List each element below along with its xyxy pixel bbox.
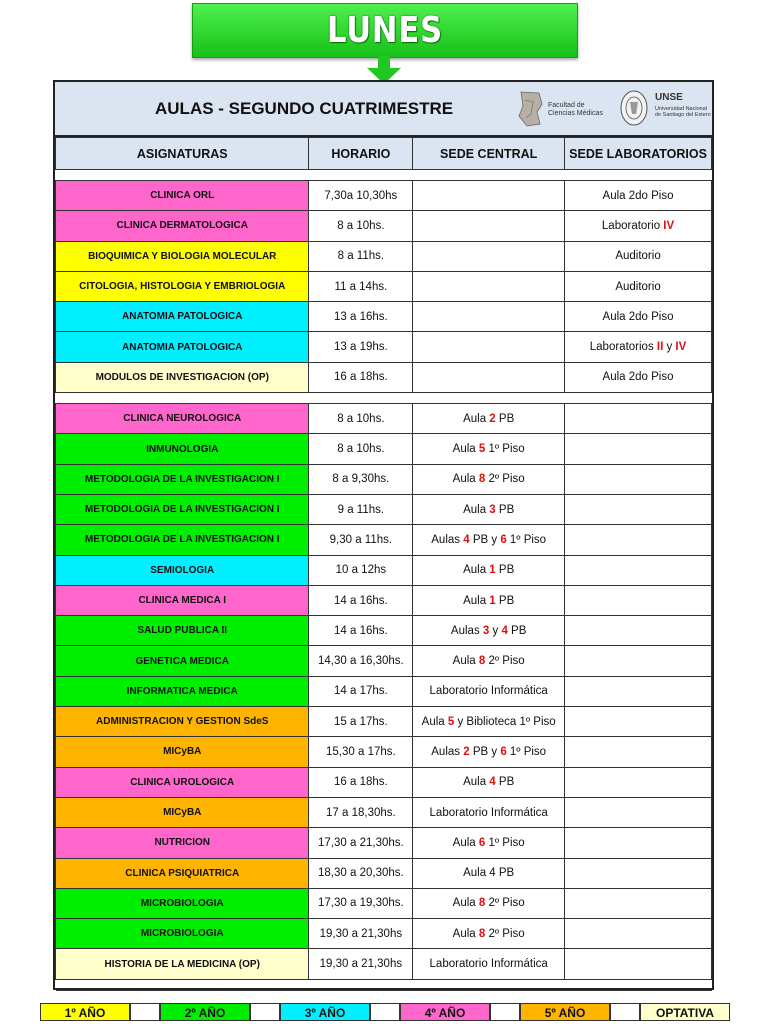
room-number: 8 <box>478 927 486 940</box>
lab-cell <box>565 181 712 211</box>
central-cell <box>413 332 565 362</box>
time-cell: 15,30 a 17hs. <box>309 737 413 767</box>
day-banner <box>192 3 578 58</box>
location-text: Aula <box>463 564 490 577</box>
lab-cell <box>565 616 712 646</box>
lab-cell <box>565 525 712 555</box>
central-cell <box>413 241 565 271</box>
table-row <box>56 919 712 949</box>
time-cell: 9,30 a 11hs. <box>309 525 413 555</box>
lab-cell <box>565 707 712 737</box>
subject-cell: CLINICA ORL <box>56 181 309 211</box>
location-text: Aula <box>463 776 490 789</box>
spacer-cell <box>309 170 413 181</box>
location-text: Aula 2do Piso <box>602 310 674 323</box>
spacer-cell <box>309 393 413 404</box>
subject-cell: CLINICA DERMATOLOGICA <box>56 211 309 241</box>
location-text: Aula <box>463 594 490 607</box>
central-cell <box>413 616 565 646</box>
legend-item: 2º AÑO <box>160 1003 250 1021</box>
subject-cell: ADMINISTRACION Y GESTION SdeS <box>56 707 309 737</box>
subject-cell: INMUNOLOGIA <box>56 434 309 464</box>
time-cell: 17,30 a 19,30hs. <box>309 888 413 918</box>
subject-cell: MICyBA <box>56 797 309 827</box>
lab-cell <box>565 949 712 979</box>
time-cell: 8 a 10hs. <box>309 211 413 241</box>
table-header-row <box>56 138 712 170</box>
location-text: Aula <box>463 503 490 516</box>
central-cell <box>413 464 565 494</box>
location-text: Aula <box>452 927 479 940</box>
central-cell <box>413 271 565 301</box>
table-row <box>56 646 712 676</box>
central-cell <box>413 494 565 524</box>
location-text: PB <box>495 503 515 516</box>
spacer-cell <box>309 979 413 990</box>
location-text: 1º Piso <box>485 443 525 456</box>
room-number: 6 <box>500 533 507 546</box>
university-logo <box>619 88 714 130</box>
legend-gap <box>610 1003 640 1021</box>
title-bar <box>55 82 712 137</box>
subject-cell: CITOLOGIA, HISTOLOGIA Y EMBRIOLOGIA <box>56 271 309 301</box>
time-cell: 17,30 a 21,30hs. <box>309 828 413 858</box>
spacer-cell <box>413 170 565 181</box>
location-text: y Biblioteca 1º Piso <box>454 715 556 728</box>
subject-cell: MICyBA <box>56 737 309 767</box>
lab-cell <box>565 919 712 949</box>
location-text: PB <box>495 594 515 607</box>
lab-cell <box>565 585 712 615</box>
table-row <box>56 888 712 918</box>
time-cell: 11 a 14hs. <box>309 271 413 301</box>
time-cell: 14 a 17hs. <box>309 676 413 706</box>
central-cell <box>413 797 565 827</box>
table-row <box>56 181 712 211</box>
legend-item: 3º AÑO <box>280 1003 370 1021</box>
schedule-sheet <box>53 80 714 990</box>
room-number: IV <box>663 219 675 232</box>
column-header: HORARIO <box>309 138 413 170</box>
location-text: PB y <box>469 745 501 758</box>
table-row <box>56 464 712 494</box>
spacer-row <box>56 170 712 181</box>
subject-cell: METODOLOGIA DE LA INVESTIGACION I <box>56 525 309 555</box>
subject-cell: CLINICA MEDICA I <box>56 585 309 615</box>
university-logo-title: UNSE <box>655 92 683 103</box>
subject-cell: INFORMATICA MEDICA <box>56 676 309 706</box>
central-cell <box>413 181 565 211</box>
map-icon <box>515 90 545 128</box>
location-text: Aula 2do Piso <box>602 189 674 202</box>
table-row <box>56 211 712 241</box>
central-cell <box>413 919 565 949</box>
time-cell: 9 a 11hs. <box>309 494 413 524</box>
time-cell: 18,30 a 20,30hs. <box>309 858 413 888</box>
lab-cell <box>565 271 712 301</box>
central-cell <box>413 434 565 464</box>
location-text: Aula <box>452 836 479 849</box>
subject-cell: SALUD PUBLICA II <box>56 616 309 646</box>
table-row <box>56 555 712 585</box>
central-cell <box>413 646 565 676</box>
location-text: Aulas <box>450 624 483 637</box>
room-number: 1 <box>489 564 496 577</box>
time-cell: 14 a 16hs. <box>309 616 413 646</box>
lab-cell <box>565 404 712 434</box>
day-title: LUNES <box>326 10 444 51</box>
central-cell <box>413 737 565 767</box>
spacer-cell <box>56 170 309 181</box>
central-cell <box>413 888 565 918</box>
subject-cell: MICROBIOLOGIA <box>56 888 309 918</box>
subject-cell: ANATOMIA PATOLOGICA <box>56 302 309 332</box>
central-cell <box>413 585 565 615</box>
room-number: 8 <box>478 897 486 910</box>
time-cell: 19,30 a 21,30hs <box>309 919 413 949</box>
schedule-table <box>55 137 712 991</box>
table-row <box>56 616 712 646</box>
time-cell: 17 a 18,30hs. <box>309 797 413 827</box>
location-text: Aula <box>452 897 479 910</box>
faculty-logo-text: Facultad de Ciencias Médicas <box>548 102 603 117</box>
location-text: 1º Piso <box>506 533 547 546</box>
room-number: 4 <box>489 776 496 789</box>
legend-gap <box>250 1003 280 1021</box>
location-text: Laboratorio <box>601 219 664 232</box>
lab-cell <box>565 434 712 464</box>
column-header: SEDE CENTRAL <box>413 138 565 170</box>
table-row <box>56 271 712 301</box>
room-number: 8 <box>478 655 486 668</box>
location-text: PB <box>495 564 515 577</box>
subject-cell: CLINICA PSIQUIATRICA <box>56 858 309 888</box>
central-cell <box>413 858 565 888</box>
time-cell: 8 a 10hs. <box>309 404 413 434</box>
room-number: 8 <box>478 473 486 486</box>
subject-cell: CLINICA UROLOGICA <box>56 767 309 797</box>
time-cell: 16 a 18hs. <box>309 767 413 797</box>
lab-cell <box>565 646 712 676</box>
table-row <box>56 585 712 615</box>
table-row <box>56 676 712 706</box>
location-text: PB <box>495 412 515 425</box>
spacer-cell <box>56 393 309 404</box>
legend-gap <box>490 1003 520 1021</box>
subject-cell: METODOLOGIA DE LA INVESTIGACION I <box>56 464 309 494</box>
legend-item: 5º AÑO <box>520 1003 610 1021</box>
location-text: Aula <box>452 655 479 668</box>
table-row <box>56 404 712 434</box>
location-text: Aula <box>463 412 490 425</box>
table-row <box>56 525 712 555</box>
central-cell <box>413 525 565 555</box>
central-cell <box>413 555 565 585</box>
subject-cell: ANATOMIA PATOLOGICA <box>56 332 309 362</box>
room-number: 6 <box>478 836 486 849</box>
location-text: 2º Piso <box>485 473 525 486</box>
table-row <box>56 737 712 767</box>
spacer-row <box>56 393 712 404</box>
location-text: Aulas <box>431 745 464 758</box>
lab-cell <box>565 676 712 706</box>
room-number: 2 <box>489 412 496 425</box>
spacer-cell <box>565 979 712 990</box>
legend-gap <box>370 1003 400 1021</box>
location-text: Laboratorio Informática <box>429 958 548 971</box>
table-row <box>56 434 712 464</box>
time-cell: 15 a 17hs. <box>309 707 413 737</box>
table-row <box>56 707 712 737</box>
subject-cell: SEMIOLOGIA <box>56 555 309 585</box>
central-cell <box>413 828 565 858</box>
lab-cell <box>565 858 712 888</box>
room-number: 5 <box>447 715 455 728</box>
column-header: ASIGNATURAS <box>56 138 309 170</box>
spacer-row <box>56 979 712 990</box>
lab-cell <box>565 362 712 392</box>
location-text: PB <box>507 624 527 637</box>
university-logo-text: Universidad Nacional de Santiago del Estero <box>655 106 711 118</box>
room-number: 3 <box>482 624 490 637</box>
location-text: Aulas <box>431 533 464 546</box>
room-number: 1 <box>489 594 496 607</box>
central-cell <box>413 302 565 332</box>
column-header: SEDE LABORATORIOS <box>565 138 712 170</box>
time-cell: 8 a 9,30hs. <box>309 464 413 494</box>
table-row <box>56 494 712 524</box>
location-text: 1º Piso <box>506 745 547 758</box>
location-text: y <box>489 624 502 637</box>
location-text: y <box>663 341 676 354</box>
location-text: 2º Piso <box>485 655 525 668</box>
location-text: Aula <box>452 473 479 486</box>
spacer-cell <box>413 979 565 990</box>
subject-cell: BIOQUIMICA Y BIOLOGIA MOLECULAR <box>56 241 309 271</box>
lab-cell <box>565 464 712 494</box>
spacer-cell <box>413 393 565 404</box>
room-number: 4 <box>501 624 508 637</box>
room-number: 3 <box>489 503 496 516</box>
crest-icon <box>619 88 649 128</box>
subject-cell: GENETICA MEDICA <box>56 646 309 676</box>
room-number: II <box>656 341 664 354</box>
table-row <box>56 362 712 392</box>
legend-item: 1º AÑO <box>40 1003 130 1021</box>
table-row <box>56 797 712 827</box>
location-text: Aula 2do Piso <box>602 371 674 384</box>
time-cell: 8 a 10hs. <box>309 434 413 464</box>
lab-cell <box>565 767 712 797</box>
table-row <box>56 241 712 271</box>
table-row <box>56 858 712 888</box>
table-row <box>56 332 712 362</box>
subject-cell: CLINICA NEUROLOGICA <box>56 404 309 434</box>
location-text: Aula 4 PB <box>463 867 515 880</box>
central-cell <box>413 362 565 392</box>
time-cell: 19,30 a 21,30hs <box>309 949 413 979</box>
table-row <box>56 949 712 979</box>
lab-cell <box>565 797 712 827</box>
location-text: PB y <box>469 533 501 546</box>
location-text: 2º Piso <box>485 897 525 910</box>
room-number: 5 <box>478 443 486 456</box>
page-title: AULAS - SEGUNDO CUATRIMESTRE <box>155 99 454 118</box>
time-cell: 10 a 12hs <box>309 555 413 585</box>
lab-cell <box>565 332 712 362</box>
time-cell: 16 a 18hs. <box>309 362 413 392</box>
central-cell <box>413 676 565 706</box>
subject-cell: METODOLOGIA DE LA INVESTIGACION I <box>56 494 309 524</box>
central-cell <box>413 404 565 434</box>
location-text: Laboratorios <box>589 341 657 354</box>
spacer-cell <box>565 393 712 404</box>
central-cell <box>413 949 565 979</box>
central-cell <box>413 767 565 797</box>
lab-cell <box>565 494 712 524</box>
legend-item: OPTATIVA <box>640 1003 730 1021</box>
subject-cell: NUTRICION <box>56 828 309 858</box>
location-text: 1º Piso <box>485 836 525 849</box>
table-row <box>56 302 712 332</box>
lab-cell <box>565 241 712 271</box>
room-number: 6 <box>500 745 507 758</box>
room-number: IV <box>675 341 687 354</box>
location-text: Laboratorio Informática <box>429 806 548 819</box>
legend-item: 4º AÑO <box>400 1003 490 1021</box>
year-legend <box>40 1003 730 1021</box>
subject-cell: MICROBIOLOGIA <box>56 919 309 949</box>
lab-cell <box>565 302 712 332</box>
subject-cell: HISTORIA DE LA MEDICINA (OP) <box>56 949 309 979</box>
location-text: Auditorio <box>615 280 661 293</box>
table-row <box>56 828 712 858</box>
central-cell <box>413 707 565 737</box>
lab-cell <box>565 828 712 858</box>
lab-cell <box>565 211 712 241</box>
room-number: 2 <box>463 745 470 758</box>
subject-cell: MODULOS DE INVESTIGACION (OP) <box>56 362 309 392</box>
central-cell <box>413 211 565 241</box>
legend-gap <box>130 1003 160 1021</box>
location-text: Aula <box>421 715 448 728</box>
location-text: Auditorio <box>615 250 661 263</box>
spacer-cell <box>56 979 309 990</box>
spacer-cell <box>565 170 712 181</box>
table-row <box>56 767 712 797</box>
time-cell: 7,30a 10,30hs <box>309 181 413 211</box>
lab-cell <box>565 888 712 918</box>
room-number: 4 <box>463 533 470 546</box>
time-cell: 8 a 11hs. <box>309 241 413 271</box>
location-text: PB <box>495 776 515 789</box>
time-cell: 14,30 a 16,30hs. <box>309 646 413 676</box>
time-cell: 14 a 16hs. <box>309 585 413 615</box>
time-cell: 13 a 16hs. <box>309 302 413 332</box>
location-text: 2º Piso <box>485 927 525 940</box>
lab-cell <box>565 737 712 767</box>
faculty-logo <box>515 90 611 128</box>
lab-cell <box>565 555 712 585</box>
location-text: Aula <box>452 443 479 456</box>
location-text: Laboratorio Informática <box>429 685 548 698</box>
time-cell: 13 a 19hs. <box>309 332 413 362</box>
